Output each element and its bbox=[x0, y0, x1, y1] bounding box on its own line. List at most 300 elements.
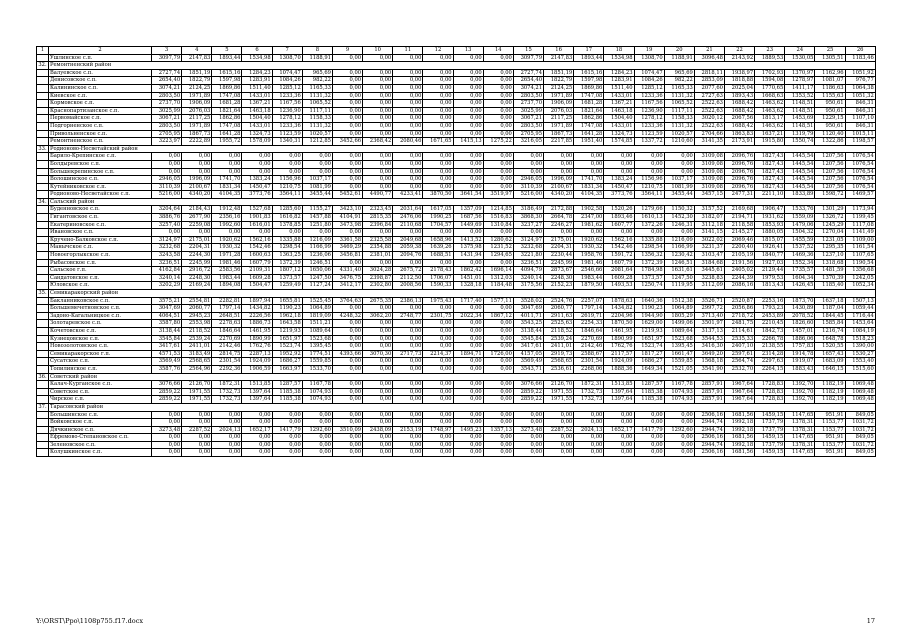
row-number bbox=[37, 153, 49, 161]
tariff-value: 2677,90 bbox=[182, 214, 212, 222]
column-number: 19 bbox=[634, 47, 664, 55]
tariff-value: 1523,74 bbox=[634, 343, 664, 351]
tariff-value: 0,00 bbox=[453, 305, 483, 313]
tariff-value: 1370,39 bbox=[815, 274, 845, 282]
tariff-value: 0,00 bbox=[182, 229, 212, 237]
tariff-value: 1378,31 bbox=[785, 426, 815, 434]
tariff-value: 0,00 bbox=[423, 168, 453, 176]
tariff-value: 2172,88 bbox=[544, 206, 574, 214]
tariff-value: 0,00 bbox=[272, 434, 302, 442]
row-number bbox=[37, 183, 49, 191]
tariff-value: 2204,31 bbox=[544, 244, 574, 252]
tariff-value: 3231,37 bbox=[694, 244, 724, 252]
tariff-value: 0,00 bbox=[242, 449, 272, 457]
tariff-value: 3109,08 bbox=[694, 176, 724, 184]
tariff-value: 3587,76 bbox=[152, 365, 182, 373]
tariff-value: 1878,63 bbox=[604, 297, 634, 305]
row-number: 37. bbox=[38, 403, 47, 410]
tariff-value: 3257,40 bbox=[152, 221, 182, 229]
column-number: 8 bbox=[302, 47, 332, 55]
tariff-value: 1278,97 bbox=[785, 77, 815, 85]
settlement-row bbox=[37, 327, 876, 335]
tariff-value: 1902,58 bbox=[574, 206, 604, 214]
tariff-value: 2859,22 bbox=[513, 388, 543, 396]
tariff-value: 1141,49 bbox=[845, 229, 875, 237]
tariff-value: 1983,44 bbox=[212, 274, 242, 282]
tariff-value: 1069,48 bbox=[845, 388, 875, 396]
tariff-value: 1373,57 bbox=[272, 274, 302, 282]
row-number bbox=[37, 350, 49, 358]
tariff-value: 2142,46 bbox=[212, 343, 242, 351]
column-number: 13 bbox=[453, 47, 483, 55]
tariff-value: 0,00 bbox=[483, 160, 513, 168]
tariff-value: 0,00 bbox=[363, 115, 393, 123]
tariff-value: 1650,06 bbox=[302, 267, 332, 275]
district-row bbox=[37, 145, 876, 153]
tariff-value: 0,00 bbox=[574, 419, 604, 427]
tariff-value: 1219,93 bbox=[634, 327, 664, 335]
tariff-value: 1167,78 bbox=[302, 381, 332, 389]
tariff-value: 1578,09 bbox=[242, 138, 272, 146]
tariff-value: 1851,19 bbox=[182, 69, 212, 77]
tariff-value: 2287,52 bbox=[182, 426, 212, 434]
tariff-value: 3445,61 bbox=[694, 267, 724, 275]
tariff-value: 0,00 bbox=[332, 320, 362, 328]
tariff-value: 0,00 bbox=[423, 77, 453, 85]
tariff-value: 0,00 bbox=[152, 229, 182, 237]
settlement-name: Бакланниковское с.п. bbox=[49, 297, 152, 305]
tariff-value: 1862,86 bbox=[574, 115, 604, 123]
tariff-value: 0,00 bbox=[393, 122, 423, 130]
settlement-row bbox=[37, 130, 876, 138]
tariff-value: 0,00 bbox=[483, 77, 513, 85]
tariff-value: 1827,43 bbox=[755, 153, 785, 161]
tariff-value: 3240,14 bbox=[513, 274, 543, 282]
tariff-value: 1395,45 bbox=[302, 343, 332, 351]
tariff-value: 950,61 bbox=[815, 107, 845, 115]
tariff-value: 2194,71 bbox=[724, 214, 754, 222]
tariff-value: 0,00 bbox=[544, 153, 574, 161]
tariff-value: 1924,09 bbox=[604, 358, 634, 366]
tariff-value: 1525,45 bbox=[302, 297, 332, 305]
tariff-value: 0,00 bbox=[513, 441, 543, 449]
tariff-value: 2173,91 bbox=[724, 138, 754, 146]
tariff-value: 3076,66 bbox=[152, 381, 182, 389]
tariff-value: 1527,68 bbox=[242, 206, 272, 214]
tariff-value: 0,00 bbox=[212, 160, 242, 168]
tariff-value: 1457,88 bbox=[302, 214, 332, 222]
tariff-value: 982,22 bbox=[664, 77, 694, 85]
tariff-value: 0,00 bbox=[483, 130, 513, 138]
tariff-value: 1233,36 bbox=[272, 92, 302, 100]
settlement-name: Родионово-Несветайское с.п. bbox=[49, 191, 152, 199]
tariff-value: 0,00 bbox=[363, 358, 393, 366]
tariff-value: 0,00 bbox=[332, 381, 362, 389]
tariff-value: 1397,64 bbox=[604, 396, 634, 404]
tariff-value: 1728,83 bbox=[755, 388, 785, 396]
tariff-value: 1383,24 bbox=[242, 176, 272, 184]
tariff-value: 1283,91 bbox=[604, 77, 634, 85]
tariff-value: 1287,57 bbox=[272, 381, 302, 389]
tariff-value: 0,00 bbox=[302, 419, 332, 427]
tariff-value: 0,00 bbox=[513, 419, 543, 427]
tariff-value: 1604,34 bbox=[785, 274, 815, 282]
tariff-value: 3545,84 bbox=[152, 335, 182, 343]
tariff-value: 0,00 bbox=[423, 411, 453, 419]
tariff-value: 0,00 bbox=[393, 343, 423, 351]
tariff-value: 0,00 bbox=[664, 434, 694, 442]
tariff-value: 1184,48 bbox=[483, 282, 513, 290]
tariff-value: 0,00 bbox=[393, 388, 423, 396]
tariff-value: 0,00 bbox=[393, 411, 423, 419]
row-number bbox=[37, 282, 49, 290]
district-name: Ремонтненский район bbox=[49, 62, 876, 70]
tariff-value: 1893,46 bbox=[604, 214, 634, 222]
tariff-value: 1992,18 bbox=[724, 441, 754, 449]
tariff-value: 1971,55 bbox=[182, 388, 212, 396]
tariff-value: 1207,56 bbox=[815, 183, 845, 191]
tariff-value: 1906,59 bbox=[242, 365, 272, 373]
tariff-value: 0,00 bbox=[423, 84, 453, 92]
tariff-value: 2270,69 bbox=[574, 335, 604, 343]
tariff-value: 2024,13 bbox=[574, 426, 604, 434]
tariff-value: 4162,84 bbox=[152, 267, 182, 275]
tariff-value: 2717,73 bbox=[393, 350, 423, 358]
tariff-value: 3204,64 bbox=[152, 206, 182, 214]
tariff-value: 1236,06 bbox=[302, 252, 332, 260]
row-number bbox=[37, 274, 49, 282]
tariff-value: 0,00 bbox=[453, 176, 483, 184]
tariff-value: 3273,48 bbox=[513, 426, 543, 434]
tariff-value: 0,00 bbox=[242, 441, 272, 449]
tariff-value: 1652,17 bbox=[242, 426, 272, 434]
tariff-value: 2254,33 bbox=[574, 320, 604, 328]
tariff-value: 2506,16 bbox=[694, 434, 724, 442]
tariff-value: 0,00 bbox=[272, 153, 302, 161]
tariff-value: 2946,05 bbox=[152, 176, 182, 184]
tariff-value: 0,00 bbox=[332, 176, 362, 184]
tariff-value: 2396,84 bbox=[363, 221, 393, 229]
tariff-value: 3417,61 bbox=[513, 343, 543, 351]
tariff-value: 3124,97 bbox=[513, 236, 543, 244]
tariff-value: 1793,23 bbox=[755, 305, 785, 313]
tariff-value: 3564,11 bbox=[634, 191, 664, 199]
tariff-value: 1064,89 bbox=[664, 305, 694, 313]
tariff-value: 2911,63 bbox=[544, 312, 574, 320]
tariff-value: 0,00 bbox=[393, 229, 423, 237]
tariff-value: 1356,32 bbox=[634, 252, 664, 260]
tariff-value: 2325,58 bbox=[363, 236, 393, 244]
tariff-value: 0,00 bbox=[513, 160, 543, 168]
tariff-value: 2718,72 bbox=[724, 312, 754, 320]
tariff-value: 1971,55 bbox=[182, 396, 212, 404]
tariff-value: 2210,45 bbox=[755, 320, 785, 328]
row-number bbox=[37, 138, 49, 146]
tariff-value: 3074,21 bbox=[513, 84, 543, 92]
tariff-value: 0,00 bbox=[212, 441, 242, 449]
tariff-value: 0,00 bbox=[393, 115, 423, 123]
tariff-value: 1185,40 bbox=[815, 282, 845, 290]
tariff-value: 951,91 bbox=[815, 449, 845, 457]
tariff-value: 0,00 bbox=[634, 434, 664, 442]
tariff-value: 2175,01 bbox=[544, 236, 574, 244]
tariff-value: 2727,74 bbox=[513, 69, 543, 77]
tariff-value: 0,00 bbox=[212, 434, 242, 442]
tariff-value: 2301,54 bbox=[212, 358, 242, 366]
tariff-value: 2301,54 bbox=[574, 358, 604, 366]
tariff-value: 3184,68 bbox=[694, 259, 724, 267]
settlement-name: Калининское с.п. bbox=[49, 84, 152, 92]
tariff-value: 0,00 bbox=[453, 335, 483, 343]
tariff-value: 5216,00 bbox=[513, 191, 543, 199]
tariff-value: 0,00 bbox=[332, 100, 362, 108]
tariff-value: 0,00 bbox=[332, 84, 362, 92]
tariff-value: 2143,92 bbox=[724, 54, 754, 62]
tariff-value: 0,00 bbox=[483, 305, 513, 313]
tariff-value: 3112,18 bbox=[694, 221, 724, 229]
tariff-value: 0,00 bbox=[423, 419, 453, 427]
tariff-value: 1520,26 bbox=[604, 206, 634, 214]
tariff-value: 1123,59 bbox=[272, 130, 302, 138]
tariff-value: 0,00 bbox=[664, 419, 694, 427]
tariff-value: 1186,63 bbox=[815, 84, 845, 92]
tariff-value: 2178,43 bbox=[423, 267, 453, 275]
column-number: 2 bbox=[49, 47, 152, 55]
tariff-value: 1867,73 bbox=[544, 130, 574, 138]
tariff-value: 2588,67 bbox=[574, 350, 604, 358]
tariff-value: 1074,47 bbox=[634, 69, 664, 77]
tariff-value: 1495,23 bbox=[453, 426, 483, 434]
district-row bbox=[37, 290, 876, 298]
tariff-value: 1610,13 bbox=[634, 214, 664, 222]
tariff-value: 0,00 bbox=[363, 419, 393, 427]
tariff-value: 0,00 bbox=[483, 327, 513, 335]
tariff-value: 1335,88 bbox=[634, 236, 664, 244]
tariff-value: 1655,81 bbox=[272, 297, 302, 305]
tariff-value: 0,00 bbox=[363, 69, 393, 77]
tariff-value: 1153,77 bbox=[815, 441, 845, 449]
tariff-value: 1434,82 bbox=[604, 305, 634, 313]
tariff-value: 0,00 bbox=[664, 160, 694, 168]
tariff-value: 0,00 bbox=[393, 183, 423, 191]
settlement-row bbox=[37, 441, 876, 449]
tariff-value: 0,00 bbox=[453, 449, 483, 457]
tariff-value: 0,00 bbox=[634, 441, 664, 449]
tariff-value: 2169,24 bbox=[182, 282, 212, 290]
tariff-value: 2664,78 bbox=[544, 214, 574, 222]
tariff-value: 3452,66 bbox=[332, 138, 362, 146]
settlement-name: Кочетовское с.п. bbox=[49, 327, 152, 335]
tariff-value: 1270,04 bbox=[815, 229, 845, 237]
tariff-value: 1020,57 bbox=[664, 130, 694, 138]
tariff-value: 2583,56 bbox=[212, 267, 242, 275]
tariff-value: 3773,76 bbox=[242, 191, 272, 199]
tariff-value: 1600,63 bbox=[242, 252, 272, 260]
tariff-value: 3157,52 bbox=[694, 206, 724, 214]
tariff-value: 0,00 bbox=[212, 411, 242, 419]
row-number bbox=[37, 396, 49, 404]
tariff-value: 0,00 bbox=[453, 396, 483, 404]
tariff-value: 3545,84 bbox=[513, 335, 543, 343]
tariff-value: 0,00 bbox=[393, 77, 423, 85]
tariff-value: 0,00 bbox=[483, 449, 513, 457]
tariff-value: 1259,49 bbox=[272, 282, 302, 290]
tariff-value: 1971,55 bbox=[544, 388, 574, 396]
tariff-value: 1912,48 bbox=[212, 206, 242, 214]
tariff-value: 0,00 bbox=[453, 343, 483, 351]
tariff-value: 1335,88 bbox=[272, 236, 302, 244]
tariff-value: 1511,40 bbox=[242, 84, 272, 92]
tariff-value: 2453,89 bbox=[755, 312, 785, 320]
tariff-value: 1076,54 bbox=[845, 176, 875, 184]
tariff-value: 1537,52 bbox=[785, 244, 815, 252]
tariff-value: 2096,76 bbox=[724, 168, 754, 176]
tariff-value: 1873,70 bbox=[785, 297, 815, 305]
tariff-value: 1231,05 bbox=[815, 236, 845, 244]
tariff-value: 1310,84 bbox=[483, 221, 513, 229]
tariff-value: 2049,68 bbox=[393, 236, 423, 244]
tariff-value: 1523,68 bbox=[664, 335, 694, 343]
tariff-value: 0,00 bbox=[423, 259, 453, 267]
tariff-value: 1074,93 bbox=[302, 396, 332, 404]
tariff-value: 1671,65 bbox=[423, 138, 453, 146]
tariff-value: 1867,73 bbox=[182, 130, 212, 138]
tariff-value: 1523,74 bbox=[272, 343, 302, 351]
tariff-value: 3103,47 bbox=[694, 252, 724, 260]
tariff-value: 2727,63 bbox=[694, 92, 724, 100]
tariff-value: 0,00 bbox=[393, 92, 423, 100]
tariff-value: 1305,51 bbox=[815, 54, 845, 62]
row-number bbox=[37, 320, 49, 328]
tariff-value: 2022,34 bbox=[453, 312, 483, 320]
tariff-value: 0,00 bbox=[332, 54, 362, 62]
tariff-value: 2124,25 bbox=[544, 84, 574, 92]
tariff-value: 1530,05 bbox=[785, 54, 815, 62]
tariff-value: 1681,56 bbox=[724, 411, 754, 419]
tariff-value: 3047,69 bbox=[513, 305, 543, 313]
tariff-value: 0,00 bbox=[423, 381, 453, 389]
tariff-value: 1285,12 bbox=[634, 84, 664, 92]
tariff-value: 0,00 bbox=[393, 54, 423, 62]
tariff-value: 1992,18 bbox=[724, 419, 754, 427]
tariff-value: 0,00 bbox=[182, 168, 212, 176]
tariff-value: 0,00 bbox=[393, 69, 423, 77]
tariff-value: 1210,75 bbox=[272, 183, 302, 191]
tariff-value: 0,00 bbox=[483, 153, 513, 161]
tariff-value: 1148,51 bbox=[785, 100, 815, 108]
tariff-value: 1906,09 bbox=[544, 100, 574, 108]
settlement-name: Новоегорлыкское с.п. bbox=[49, 252, 152, 260]
district-row bbox=[37, 373, 876, 381]
tariff-value: 1356,68 bbox=[845, 267, 875, 275]
tariff-value: 5216,00 bbox=[152, 191, 182, 199]
tariff-value: 1284,23 bbox=[242, 69, 272, 77]
row-number bbox=[37, 343, 49, 351]
row-number bbox=[37, 267, 49, 275]
tariff-value: 1805,29 bbox=[664, 312, 694, 320]
tariff-value: 1609,28 bbox=[242, 274, 272, 282]
tariff-value: 2859,22 bbox=[152, 396, 182, 404]
tariff-value: 0,00 bbox=[152, 441, 182, 449]
tariff-value: 1445,54 bbox=[785, 168, 815, 176]
tariff-value: 1534,98 bbox=[242, 54, 272, 62]
tariff-value: 1668,63 bbox=[755, 92, 785, 100]
tariff-value: 4011,71 bbox=[513, 312, 543, 320]
tariff-value: 1914,78 bbox=[785, 350, 815, 358]
tariff-value: 1065,52 bbox=[664, 100, 694, 108]
tariff-value: 1433,01 bbox=[242, 92, 272, 100]
tariff-value: 1074,93 bbox=[664, 388, 694, 396]
settlement-name: Подгорненское с.п. bbox=[49, 122, 152, 130]
tariff-value: 2226,56 bbox=[242, 312, 272, 320]
tariff-value: 2857,91 bbox=[694, 388, 724, 396]
tariff-value: 0,00 bbox=[483, 115, 513, 123]
tariff-value: 1363,25 bbox=[272, 252, 302, 260]
tariff-value: 2564,96 bbox=[182, 365, 212, 373]
tariff-value: 0,00 bbox=[664, 168, 694, 176]
tariff-value: 1301,29 bbox=[815, 206, 845, 214]
tariff-value: 1641,28 bbox=[574, 130, 604, 138]
tariff-value: 0,00 bbox=[423, 396, 453, 404]
tariff-value: 3469,29 bbox=[332, 244, 362, 252]
column-number: 9 bbox=[332, 47, 362, 55]
settlement-row bbox=[37, 434, 876, 442]
row-number bbox=[37, 176, 49, 184]
tariff-value: 1819,09 bbox=[302, 312, 332, 320]
settlement-name: Топилинское с.п. bbox=[49, 365, 152, 373]
settlement-row bbox=[37, 335, 876, 343]
tariff-value: 0,00 bbox=[423, 320, 453, 328]
tariff-value: 0,00 bbox=[574, 411, 604, 419]
tariff-value: 2522,63 bbox=[694, 107, 724, 115]
settlement-row bbox=[37, 176, 876, 184]
tariff-value: 1597,98 bbox=[574, 77, 604, 85]
tariff-value: 3423,10 bbox=[332, 206, 362, 214]
row-number bbox=[37, 115, 49, 123]
tariff-value: 1559,85 bbox=[302, 358, 332, 366]
tariff-value: 1131,32 bbox=[664, 122, 694, 130]
tariff-value: 1127,24 bbox=[302, 282, 332, 290]
column-number: 4 bbox=[182, 47, 212, 55]
tariff-value: 1324,73 bbox=[604, 130, 634, 138]
tariff-value: 1702,93 bbox=[755, 69, 785, 77]
tariff-value: 1553,40 bbox=[845, 358, 875, 366]
tariff-value: 1020,57 bbox=[302, 130, 332, 138]
tariff-value: 0,00 bbox=[453, 153, 483, 161]
tariff-value: 2096,76 bbox=[724, 160, 754, 168]
tariff-value: 2407,10 bbox=[724, 343, 754, 351]
tariff-value: 2704,66 bbox=[694, 130, 724, 138]
tariff-value: 0,00 bbox=[664, 153, 694, 161]
tariff-value: 1109,00 bbox=[845, 236, 875, 244]
settlement-name: Колушкинское с.п. bbox=[49, 449, 152, 457]
tariff-value: 0,00 bbox=[453, 381, 483, 389]
tariff-value: 1231,52 bbox=[483, 244, 513, 252]
tariff-value: 1123,59 bbox=[634, 130, 664, 138]
tariff-value: 849,05 bbox=[845, 449, 875, 457]
tariff-value: 0,00 bbox=[634, 411, 664, 419]
tariff-value: 3236,51 bbox=[152, 259, 182, 267]
row-number bbox=[37, 214, 49, 222]
tariff-value: 0,00 bbox=[483, 69, 513, 77]
column-number: 20 bbox=[664, 47, 694, 55]
tariff-value: 1037,17 bbox=[664, 176, 694, 184]
tariff-value: 1688,42 bbox=[724, 107, 754, 115]
tariff-value: 3456,81 bbox=[332, 252, 362, 260]
tariff-value: 3501,97 bbox=[694, 320, 724, 328]
tariff-value: 1372,39 bbox=[272, 259, 302, 267]
district-row bbox=[37, 198, 876, 206]
